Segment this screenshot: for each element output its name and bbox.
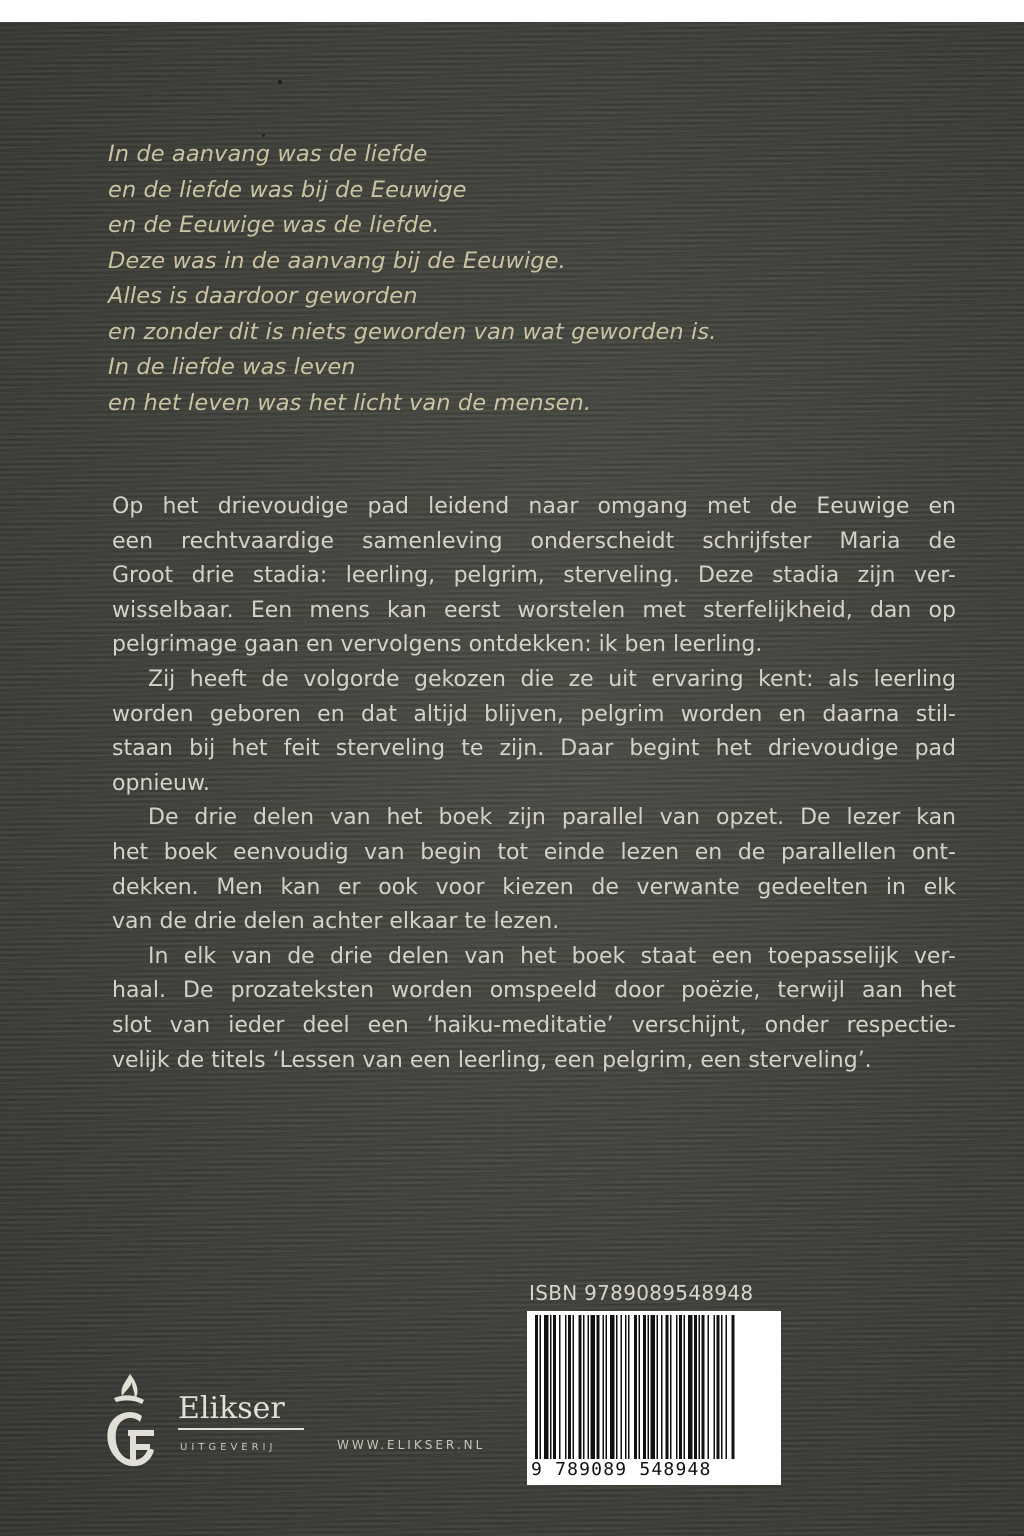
barcode-bar (676, 1315, 678, 1459)
blurb-line: van de drie delen achter elkaar te lezen. (112, 909, 560, 935)
barcode-bar (606, 1315, 608, 1459)
barcode-bar (634, 1315, 637, 1475)
barcode-bar (535, 1315, 538, 1475)
barcode-bar (597, 1315, 600, 1459)
barcode-bar (610, 1315, 615, 1459)
blurb (112, 490, 956, 1078)
publisher-website: WWW.ELIKSER.NL (337, 1438, 486, 1452)
barcode-bar (702, 1315, 705, 1459)
blurb-line: Op het drievoudige pad leidend naar omgang met de Eeuwige en (112, 494, 956, 519)
blurb-line: worden geboren en dat altijd blijven, pelgrim worden en daarna stil- (112, 701, 956, 727)
blurb-line: een rechtvaardige samenleving onderscheidt schrijfster Maria de (112, 528, 956, 554)
blurb-line: slot van ieder deel een ‘haiku-meditatie’ verschijnt, onder respectie- (112, 1012, 956, 1038)
barcode-bar (639, 1315, 641, 1459)
barcode-bar (550, 1315, 552, 1459)
poem (108, 137, 908, 421)
barcode-bar (679, 1315, 682, 1459)
barcode-bar (714, 1315, 716, 1459)
blurb-line: velijk de titels ‘Lessen van een leerling, een pelgrim, een sterveling’. (112, 1047, 872, 1073)
barcode-bar (661, 1315, 663, 1459)
barcode-bar (616, 1315, 618, 1459)
barcode-bar (573, 1315, 575, 1459)
publisher-name: Elikser (178, 1391, 285, 1426)
poem-line: en zonder dit is niets geworden van wat geworden is. (108, 318, 717, 345)
blurb-line: pelgrimage gaan en vervolgens ontdekken: ik ben leerling. (112, 632, 763, 658)
blurb-paragraph-3 (112, 801, 956, 939)
blurb-line: Groot drie stadia: leerling, pelgrim, sterveling. Deze stadia zijn ver- (112, 563, 956, 589)
isbn-label: ISBN 9789089548948 (529, 1281, 754, 1305)
poem-line: In de liefde was leven (108, 354, 356, 380)
barcode-bar (553, 1315, 556, 1459)
barcode-bar (588, 1315, 590, 1459)
barcode-bar (559, 1315, 561, 1459)
barcode-bar (694, 1315, 697, 1459)
blurb-line: haal. De prozateksten worden omspeeld door poëzie, terwijl aan het (112, 978, 956, 1004)
barcode-bar (603, 1315, 605, 1459)
barcode-bar (670, 1315, 672, 1459)
blurb-line: opnieuw. (112, 770, 210, 796)
blurb-line: dekken. Men kan er ook voor kiezen de verwante gedeelten in elk (112, 874, 956, 900)
barcode-bar (666, 1315, 669, 1459)
blurb-line: staan bij het feit sterveling te zijn. Daar begint het drievoudige pad (112, 736, 956, 762)
barcode-bar (684, 1315, 686, 1459)
barcode-bar (708, 1315, 710, 1459)
poem-line: Alles is daardoor geworden (108, 283, 418, 309)
barcode-bar (726, 1315, 728, 1459)
barcode-bar (699, 1315, 701, 1459)
barcode-bar (628, 1315, 630, 1459)
barcode-bar (591, 1315, 596, 1459)
barcode-bar (732, 1315, 735, 1475)
blurb-line: wisselbaar. Een mens kan eerst worstelen met sterfelijkheid, dan op (112, 597, 956, 623)
barcode-bar (540, 1315, 542, 1475)
barcode-bar (568, 1315, 571, 1459)
barcode-bar (544, 1315, 549, 1459)
poem-line: en de liefde was bij de Eeuwige (108, 176, 467, 203)
poem-line: en de Eeuwige was de liefde. (108, 212, 440, 238)
barcode-bar (717, 1315, 720, 1459)
barcode-bar (625, 1315, 627, 1459)
barcode-digits: 9 789089 548948 (531, 1459, 777, 1480)
blurb-line: Zij heeft de volgorde gekozen die ze uit ervaring kent: als leerling (148, 666, 956, 692)
barcode-bar (621, 1315, 623, 1459)
publisher-subtitle: UITGEVERIJ (180, 1442, 277, 1453)
barcode-bar (651, 1315, 656, 1459)
blurb-paragraph-1 (112, 490, 956, 663)
poem-line: In de aanvang was de liefde (108, 141, 428, 167)
barcode-bar (583, 1315, 585, 1459)
barcode-bar (657, 1315, 659, 1459)
barcode-bar (648, 1315, 650, 1459)
barcode-bar (579, 1315, 582, 1459)
barcode-bar (688, 1315, 693, 1459)
blurb-line: De drie delen van het boek zijn parallel van opzet. De lezer kan (148, 805, 956, 831)
barcode-bar (721, 1315, 723, 1459)
blurb-line: het boek eenvoudig van begin tot einde lezen en de parallellen ont- (112, 839, 956, 865)
blurb-paragraph-4 (112, 940, 956, 1078)
poem-line: en het leven was het licht van de mensen. (108, 389, 592, 416)
blurb-paragraph-2 (112, 663, 956, 801)
barcode-bar (565, 1315, 567, 1459)
cover-speck (278, 80, 282, 84)
barcode (527, 1311, 781, 1485)
blurb-line: In elk van de drie delen van het boek staat een toepasselijk ver- (148, 943, 956, 969)
poem-line: Deze was in de aanvang bij de Eeuwige. (108, 247, 566, 274)
barcode-bar (643, 1315, 646, 1459)
